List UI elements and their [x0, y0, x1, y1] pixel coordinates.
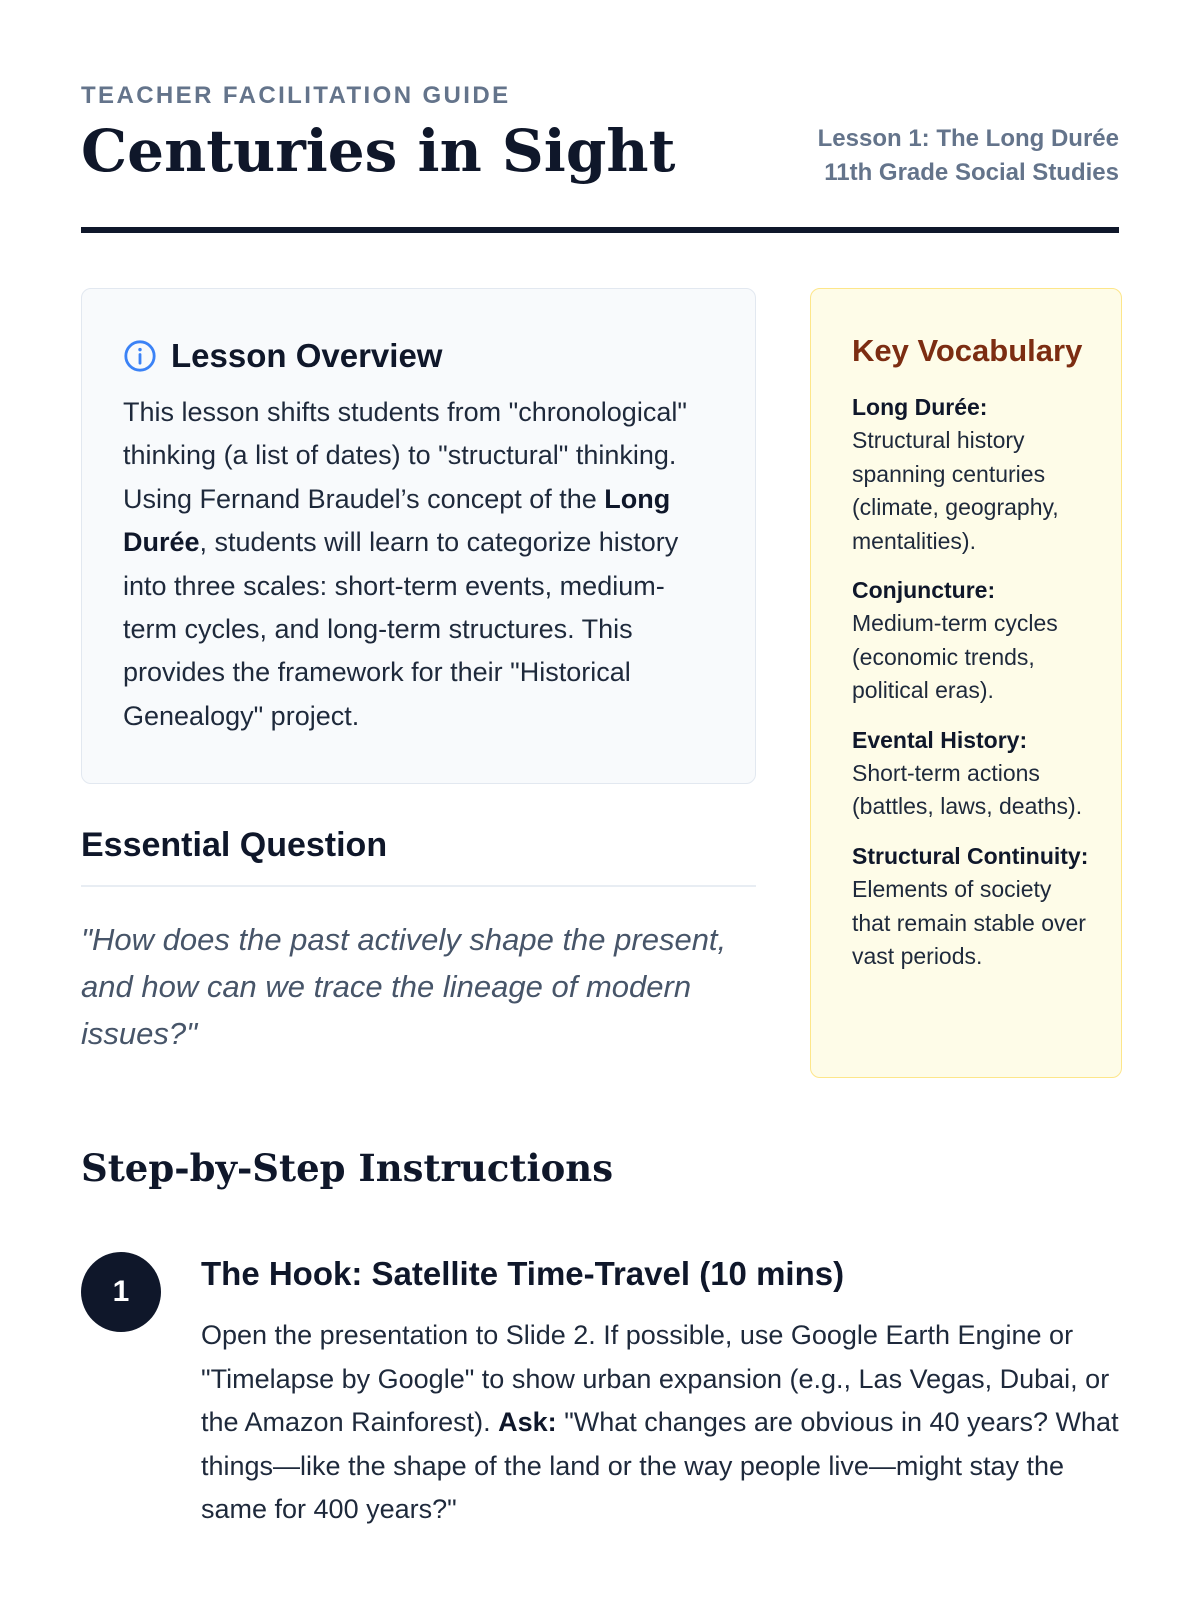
- header-divider: [81, 227, 1119, 233]
- step-text-part: Open the presentation to Slide 2. If possible, use Google Earth Engine or "Timelapse by Google" to show urban expansion (e.g., Las Vegas, Dubai, or the Amazon Rainforest).: [201, 1320, 1110, 1437]
- guide-label: TEACHER FACILITATION GUIDE: [81, 82, 511, 109]
- vocab-term: Structural Continuity:: [852, 842, 1089, 869]
- lesson-meta: [818, 122, 1119, 190]
- info-icon: [123, 339, 157, 373]
- overview-text-part: , students will learn to categorize history into three scales: short-term events, medium-term cycles, and long-term structures. This provides the framework for their "Historical Genealogy" project.: [123, 527, 679, 731]
- grade-label: 11th Grade Social Studies: [824, 159, 1119, 186]
- vocab-term: Conjuncture:: [852, 577, 996, 604]
- vocab-item: [852, 391, 1091, 558]
- step-number-badge: 1: [81, 1252, 161, 1332]
- vocabulary-title: Key Vocabulary: [852, 333, 1083, 368]
- overview-text-emphasis: Long Durée: [123, 483, 671, 558]
- lesson-label: Lesson 1: The Long Durée: [817, 125, 1119, 152]
- vocab-definition: Medium-term cycles (economic trends, political eras).: [852, 610, 1058, 704]
- overview-text: [123, 391, 715, 738]
- step-text-emphasis: Ask:: [498, 1407, 557, 1437]
- vocab-item: [852, 574, 1091, 708]
- step-text: [201, 1314, 1122, 1532]
- overview-text-part: This lesson shifts students from "chronological" thinking (a list of dates) to "structural" thinking. Using Fernand Braudel’s concept of the: [123, 397, 687, 514]
- page-title: Centuries in Sight: [81, 117, 676, 185]
- step-title: The Hook: Satellite Time-Travel (10 mins): [201, 1255, 845, 1292]
- header: [81, 82, 1119, 234]
- vocab-item: [852, 840, 1091, 974]
- vocab-definition: Short-term actions (battles, laws, deaths).: [852, 760, 1083, 820]
- step-body: [201, 1252, 1122, 1532]
- vocab-definition: Elements of society that remain stable over vast periods.: [852, 876, 1086, 970]
- essential-question-text: "How does the past actively shape the present, and how can we trace the lineage of modern issues?": [81, 922, 727, 1051]
- steps-title: Step-by-Step Instructions: [81, 1146, 614, 1190]
- essential-question-title: Essential Question: [81, 826, 388, 864]
- key-vocabulary-card: [810, 288, 1122, 1078]
- overview-header: [123, 329, 715, 383]
- vocab-definition: Structural history spanning centuries (climate, geography, mentalities).: [852, 427, 1059, 554]
- essential-question-divider: [81, 885, 756, 887]
- vocab-term: Evental History:: [852, 726, 1028, 753]
- step-text-part: "What changes are obvious in 40 years? What things—like the shape of the land or the way people live—might stay the same for 400 years?": [201, 1407, 1119, 1524]
- vocab-term: Long Durée:: [852, 394, 988, 420]
- overview-title: Lesson Overview: [171, 337, 443, 374]
- lesson-overview-card: [81, 288, 756, 784]
- vocab-item: [852, 724, 1091, 824]
